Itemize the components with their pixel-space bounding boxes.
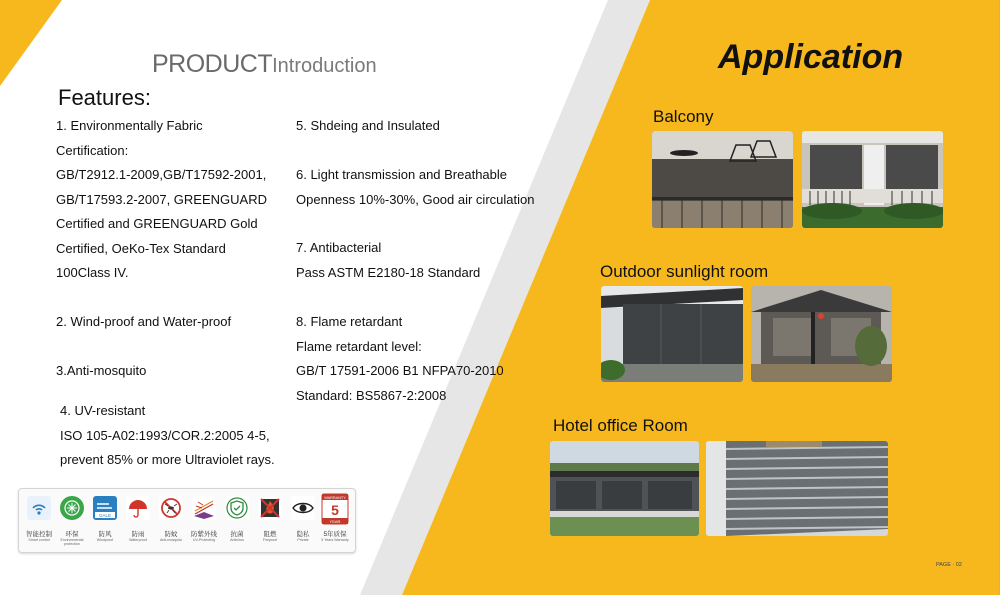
warranty-badge-icon: [320, 493, 350, 525]
anti-mosquito-icon: [159, 496, 183, 520]
feature-5: 5. Shdeing and Insulated: [296, 118, 440, 133]
section-title-sunlight-room: Outdoor sunlight room: [600, 262, 769, 281]
feature-icon-strip: [18, 488, 356, 553]
header-product-word: PRODUCT: [152, 50, 273, 78]
fireproof-icon: [258, 496, 282, 520]
smart-control-sub: Smart control: [28, 538, 50, 542]
uv-protecting-sub: UV-Protecting: [192, 538, 216, 542]
privacy-eye-icon: [291, 496, 315, 520]
warranty-badge-top: WARRANTY: [324, 495, 346, 500]
environmental-label: 环保: [65, 531, 79, 538]
windproof-badge: GALE: [98, 513, 112, 518]
fireproof-label: 阻燃: [263, 531, 277, 538]
anti-mosquito-sub: Anti-mosquito: [160, 538, 182, 542]
fireproof-sub: Fireproof: [262, 538, 278, 542]
private-sub: Private: [297, 538, 309, 542]
top-left-yellow-corner: [0, 0, 62, 86]
uv-protecting-label: 防紫外线: [191, 531, 217, 538]
antivirus-label: 抗菌: [230, 531, 244, 538]
feature-7: 7. Antibacterial Pass ASTM E2180-18 Standard: [296, 240, 481, 280]
section-title-hotel-office: Hotel office Room: [553, 416, 688, 435]
antibacterial-shield-icon: [225, 496, 249, 520]
feature-3: 3.Anti-mosquito: [56, 363, 147, 378]
section-title-balcony: Balcony: [653, 107, 714, 126]
windproof-sub: Windproof: [96, 538, 114, 542]
feature-4: 4. UV-resistant ISO 105-A02:1993/COR.2:2005 4-5, prevent 85% or more Ultraviolet rays.: [60, 403, 275, 467]
header-introduction-word: Introduction: [272, 55, 377, 77]
smart-control-label: 智能控制: [26, 531, 52, 538]
product-introduction-header: [152, 50, 377, 79]
sunlight-room-photo-2: [751, 286, 892, 382]
page-number: PAGE · 02: [936, 562, 962, 568]
feature-8: 8. Flame retardant Flame retardant level: GB/T 17591-2006 B1 NFPA70-2010 Standard: BS5867-2:2008: [296, 314, 504, 403]
waterproof-sub: Waterproof: [129, 538, 147, 542]
smart-control-icon: [27, 496, 51, 520]
windproof-label: 防风: [98, 531, 112, 538]
umbrella-icon: [126, 496, 150, 520]
uv-protecting-icon: [192, 496, 216, 520]
warranty-badge-number: 5: [331, 502, 339, 518]
waterproof-label: 防雨: [131, 531, 145, 538]
environmental-icon: [60, 496, 84, 520]
balcony-photo-2: [802, 131, 943, 228]
balcony-photo-1: [652, 131, 793, 228]
sunlight-room-photo-1: [601, 286, 743, 382]
hotel-office-photo-2: [706, 441, 888, 536]
antivirus-sub: Antivirus: [230, 538, 244, 542]
private-label: 隐私: [296, 531, 310, 538]
windproof-icon: [93, 496, 117, 520]
hotel-office-photo-1: [550, 441, 699, 536]
feature-2: 2. Wind-proof and Water-proof: [56, 314, 232, 329]
environmental-sub: Environmental protection: [60, 538, 84, 546]
application-title: Application: [718, 38, 904, 76]
features-title: Features:: [58, 85, 151, 110]
warranty-badge-bottom: YEAR: [329, 518, 341, 524]
warranty-sub: 5 Years Warranty: [321, 538, 349, 542]
anti-mosquito-label: 防蚊: [164, 531, 178, 538]
feature-1: 1. Environmentally Fabric Certification: GB/T2912.1-2009,GB/T17592-2001, GB/T17593.2-2007, GREENGUARD Certified and GREENGUARD Gold Certified, OeKo-Tex Standard 100Class IV.: [56, 118, 267, 280]
feature-6: 6. Light transmission and Breathable Openness 10%-30%, Good air circulation: [296, 167, 535, 207]
warranty-label: 5年质保: [323, 531, 347, 538]
